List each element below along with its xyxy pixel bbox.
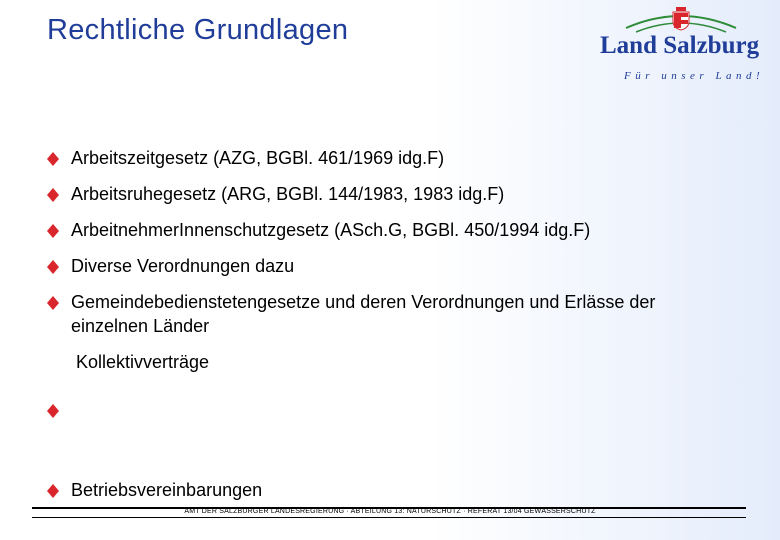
logo-name: Land Salzburg [600, 32, 760, 59]
list-item-label: Arbeitszeitgesetz (AZG, BGBl. 461/1969 idg.F) [71, 148, 445, 168]
red-diamond-icon [47, 218, 71, 238]
list-item-label: Betriebsvereinbarungen [71, 480, 263, 500]
bullet-list [47, 146, 747, 502]
red-diamond-icon [47, 350, 71, 466]
list-item [47, 254, 747, 278]
list-item [47, 290, 697, 338]
salzburg-coat-of-arms-icon [672, 7, 690, 31]
red-diamond-icon [47, 182, 71, 202]
list-item-label: Diverse Verordnungen dazu [71, 256, 295, 276]
red-diamond-icon [47, 146, 71, 166]
footer-divider-bottom [32, 517, 746, 518]
red-diamond-icon [47, 290, 71, 310]
red-diamond-icon [47, 478, 71, 498]
list-item-label: Gemeindebedienstetengesetze und deren Verordnungen und Erlässe der einzelnen Länder [71, 292, 656, 336]
land-salzburg-logo [596, 6, 766, 86]
footer-text: AMT DER SALZBURGER LANDESREGIERUNG · ABTEILUNG 13: NATURSCHUTZ · REFERAT 13/04 GEWÄSSERSCHUTZ [184, 508, 596, 515]
list-item [47, 350, 747, 466]
red-diamond-icon [47, 254, 71, 274]
list-item [47, 146, 747, 170]
list-item [47, 478, 747, 502]
list-item [47, 182, 747, 206]
list-item-label: Arbeitsruhegesetz (ARG, BGBl. 144/1983, 1983 idg.F) [71, 184, 505, 204]
slide-title: Rechtliche Grundlagen [47, 14, 349, 46]
list-item [47, 218, 747, 242]
list-item-label: Kollektivverträge [71, 352, 210, 372]
list-item-label: ArbeitnehmerInnenschutzgesetz (ASch.G, BGBl. 450/1994 idg.F) [71, 220, 591, 240]
logo-tagline: Für unser Land! [624, 70, 765, 82]
